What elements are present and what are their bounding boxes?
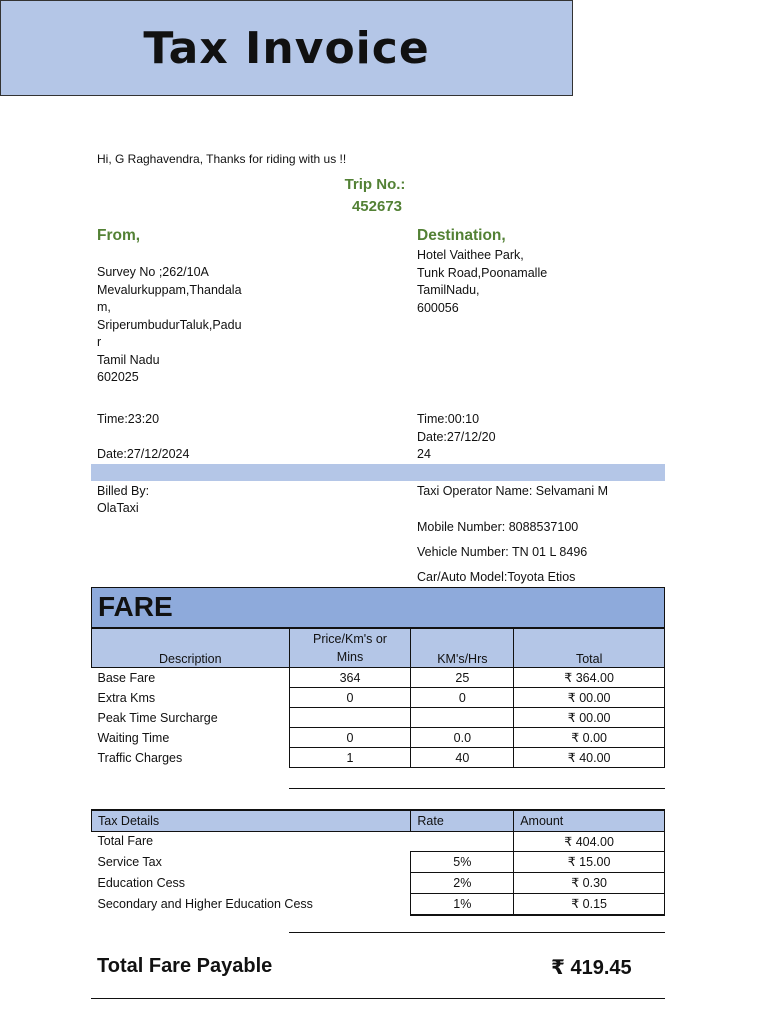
- bottom-rule: [91, 998, 665, 999]
- tax-row-amount: ₹ 0.15: [514, 893, 665, 915]
- from-time: Time:23:20: [97, 412, 160, 426]
- from-heading: From,: [97, 227, 141, 244]
- fare-row-kms: 0: [411, 688, 514, 708]
- billed-by-value: OlaTaxi: [97, 501, 139, 515]
- fare-divider: [289, 788, 665, 789]
- taxi-operator-name: Taxi Operator Name: Selvamani M: [417, 484, 609, 498]
- fare-table-header: [92, 629, 665, 668]
- greeting: Hi, G Raghavendra, Thanks for riding with us !!: [97, 152, 347, 166]
- tax-row-rate: 5%: [411, 851, 514, 872]
- fare-row-description: Extra Kms: [97, 690, 156, 705]
- invoice-title-banner: [0, 0, 573, 96]
- fare-row-price: [289, 708, 411, 728]
- billed-by-label: Billed By:: [97, 484, 150, 498]
- fare-section-header: [91, 587, 665, 628]
- tax-row-label: Education Cess: [97, 875, 186, 890]
- table-row: [92, 668, 665, 688]
- fare-row-description: Traffic Charges: [97, 750, 183, 765]
- tax-row-label: Service Tax: [97, 854, 162, 869]
- fare-header-price: Price/Km's or Mins: [289, 629, 411, 668]
- tax-header-amount: Amount: [514, 810, 665, 831]
- invoice-title: Tax Invoice: [143, 22, 430, 74]
- table-row: [92, 728, 665, 748]
- fare-row-price: 0: [289, 688, 411, 708]
- tax-table: [91, 809, 665, 916]
- total-payable-amount: ₹ 419.45: [551, 957, 632, 979]
- fare-row-price: 364: [289, 668, 411, 688]
- tax-row-amount: ₹ 15.00: [514, 851, 665, 872]
- total-payable-label: Total Fare Payable: [97, 955, 273, 977]
- destination-time-date: Time:00:10 Date:27/12/20 24: [417, 412, 496, 461]
- trip-number: 452673: [351, 198, 403, 215]
- car-model: Car/Auto Model:Toyota Etios: [417, 570, 576, 584]
- fare-header-kms: KM's/Hrs: [411, 629, 514, 668]
- fare-row-kms: 40: [411, 748, 514, 768]
- table-row: [92, 748, 665, 768]
- tax-header-details: Tax Details: [92, 810, 411, 831]
- trip-label: Trip No.:: [344, 176, 406, 193]
- fare-row-kms: 0.0: [411, 728, 514, 748]
- tax-row-amount: ₹ 0.30: [514, 872, 665, 893]
- tax-header-rate: Rate: [411, 810, 514, 831]
- table-row: [92, 831, 665, 851]
- fare-table: [91, 628, 665, 768]
- total-fare-amount: ₹ 404.00: [514, 831, 665, 851]
- destination-heading: Destination,: [417, 227, 506, 244]
- fare-title: FARE: [98, 591, 173, 622]
- fare-row-description: Base Fare: [97, 670, 156, 685]
- destination-address: Hotel Vaithee Park, Tunk Road,Poonamalle TamilNadu, 600056: [417, 248, 548, 315]
- tax-row-rate: 2%: [411, 872, 514, 893]
- vehicle-number: Vehicle Number: TN 01 L 8496: [417, 545, 588, 559]
- section-divider-band: [91, 464, 665, 481]
- fare-header-total: Total: [514, 629, 665, 668]
- tax-table-header: [92, 810, 665, 831]
- tax-row-rate: 1%: [411, 893, 514, 915]
- fare-row-total: ₹ 0.00: [514, 728, 665, 748]
- fare-row-price: 0: [289, 728, 411, 748]
- fare-row-total: ₹ 00.00: [514, 708, 665, 728]
- tax-divider: [289, 932, 665, 933]
- table-row: [92, 893, 665, 915]
- fare-row-description: Waiting Time: [97, 730, 170, 745]
- from-address: Survey No ;262/10A Mevalurkuppam,Thandala m, SriperumbudurTaluk,Padu r Tamil Nadu 602025: [97, 265, 242, 384]
- fare-row-description: Peak Time Surcharge: [97, 710, 218, 725]
- tax-row-label: Secondary and Higher Education Cess: [97, 897, 313, 911]
- from-date: Date:27/12/2024: [97, 447, 190, 461]
- table-row: [92, 872, 665, 893]
- fare-row-total: ₹ 40.00: [514, 748, 665, 768]
- fare-header-description: Description: [92, 629, 290, 668]
- fare-row-kms: 25: [411, 668, 514, 688]
- table-row: [92, 688, 665, 708]
- fare-row-total: ₹ 364.00: [514, 668, 665, 688]
- mobile-number: Mobile Number: 8088537100: [417, 520, 579, 534]
- fare-row-kms: [411, 708, 514, 728]
- fare-row-total: ₹ 00.00: [514, 688, 665, 708]
- table-row: [92, 851, 665, 872]
- table-row: [92, 708, 665, 728]
- fare-row-price: 1: [289, 748, 411, 768]
- total-fare-label: Total Fare: [97, 834, 154, 849]
